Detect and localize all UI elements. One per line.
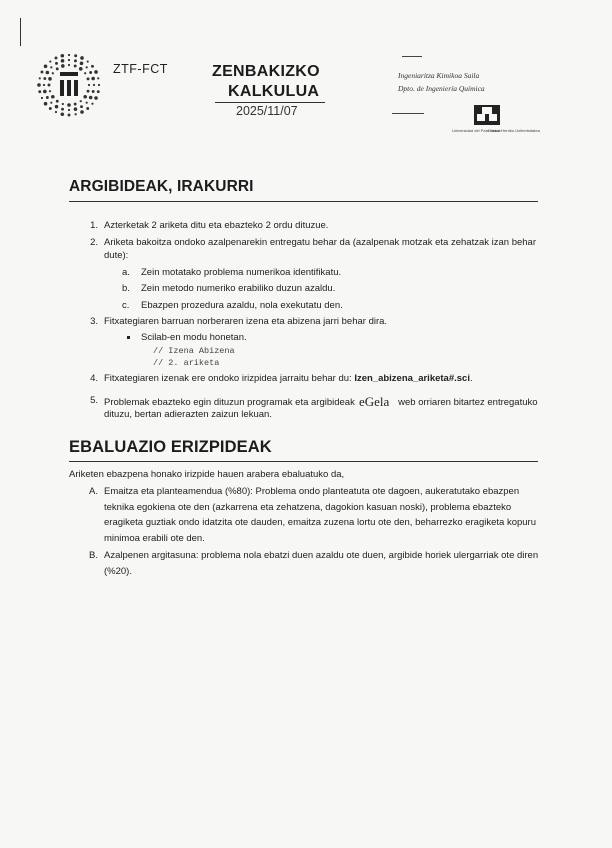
margin-mark bbox=[20, 18, 21, 46]
ztf-logo bbox=[36, 52, 102, 118]
egela-label: eGela bbox=[358, 394, 389, 408]
instruction-item-cont: dute): bbox=[104, 250, 129, 261]
criteria-intro: Ariketen ebazpena honako irizpide hauen arabera ebaluatuko da, bbox=[69, 469, 345, 480]
sub-letter: b. bbox=[122, 283, 130, 294]
criteria-line: Emaitza eta planteamendua (%80): Problema ondo planteatuta ote dagoen, aukeratutako ebazpen bbox=[104, 486, 520, 497]
item-text-end: . bbox=[469, 373, 473, 384]
code-line: // 2. ariketa bbox=[153, 358, 220, 368]
exam-date: 2025/11/07 bbox=[236, 104, 298, 118]
instruction-item bbox=[104, 394, 538, 409]
department-basque: Ingeniaritza Kimikoa Saila bbox=[398, 71, 480, 80]
title-underline bbox=[215, 102, 325, 103]
filename-pattern: Izen_abizena_ariketa#.sci bbox=[354, 373, 470, 384]
title-line-1: ZENBAKIZKO bbox=[212, 63, 320, 80]
code-line: // Izena Abizena bbox=[153, 346, 235, 356]
criteria-title: EBALUAZIO ERIZPIDEAK bbox=[69, 438, 272, 456]
instructions-title: ARGIBIDEAK, IRAKURRI bbox=[69, 178, 254, 195]
item-number: 3. bbox=[90, 316, 98, 327]
criteria-line: (%20). bbox=[104, 566, 132, 577]
criteria-line: minimoa erabili ote den. bbox=[104, 533, 205, 544]
item-text: Fitxategiaren izenak ere ondoko irizpidea jarraitu behar du: bbox=[104, 373, 355, 384]
sub-item: Ebazpen prozedura azaldu, nola exekutatu den. bbox=[141, 300, 343, 311]
criteria-letter: A. bbox=[89, 486, 98, 497]
criteria-line: teknika egokiena ote den (azkarrena eta zehatzena, dagokion kasuan noski), problema ebazteko bbox=[104, 502, 512, 513]
instruction-item: Fitxategiaren barruan norberaren izena eta abizena jarri behar dira. bbox=[104, 316, 388, 327]
department-spanish: Dpto. de Ingeniería Química bbox=[398, 84, 485, 93]
sub-item: Zein motatako problema numerikoa identifikatu. bbox=[141, 267, 342, 278]
criteria-line: Azalpenen argitasuna: problema nola ebatzi duen azaldu ote duen, argibide horiek ulergarriak ote diren bbox=[104, 550, 539, 561]
title-line-2: KALKULUA bbox=[228, 83, 320, 100]
instruction-item: Ariketa bakoitza ondoko azalpenarekin entregatu behar da (azalpenak motzak eta zehatzak izan behar bbox=[104, 237, 536, 248]
ehu-logo bbox=[470, 104, 504, 128]
university-name-eu: Euskal Herriko Unibertsitatea bbox=[488, 128, 540, 133]
item-number: 1. bbox=[90, 220, 98, 231]
header-dash-2 bbox=[392, 113, 424, 114]
section-rule bbox=[69, 201, 538, 202]
sub-letter: a. bbox=[122, 267, 130, 278]
bullet-icon bbox=[127, 336, 130, 339]
instruction-item: Azterketak 2 ariketa ditu eta ebazteko 2 ordu dituzue. bbox=[104, 220, 329, 231]
criteria-letter: B. bbox=[89, 550, 98, 561]
instruction-item bbox=[104, 372, 473, 385]
faculty-code: ZTF-FCT bbox=[113, 62, 168, 76]
criteria-line: eragiketa guztiak ondo idatzita ote dauden, emaitza zuzena lortu ote den, beharrezko eragiketa kopuru bbox=[104, 517, 537, 528]
sub-letter: c. bbox=[122, 300, 130, 311]
instruction-item-cont: dituzu, bertan adierazten zaizun lekuan. bbox=[104, 409, 272, 420]
university-name-es: Universidad del País Vasco bbox=[452, 128, 501, 133]
egela-logo bbox=[358, 394, 396, 408]
item-number: 4. bbox=[90, 373, 98, 384]
sub-item: Zein metodo numeriko erabiliko duzun azaldu. bbox=[141, 283, 336, 294]
item-number: 2. bbox=[90, 237, 98, 248]
header-dash bbox=[402, 56, 422, 57]
exam-title bbox=[212, 62, 320, 102]
item-text: Problemak ebazteko egin dituzun programak eta argibideak bbox=[104, 397, 358, 408]
item-number: 5. bbox=[90, 395, 98, 406]
item-text-cont: web orriaren bitartez entregatuko bbox=[395, 397, 538, 408]
section-rule bbox=[69, 461, 538, 462]
bullet-item: Scilab-en modu honetan. bbox=[141, 332, 247, 343]
